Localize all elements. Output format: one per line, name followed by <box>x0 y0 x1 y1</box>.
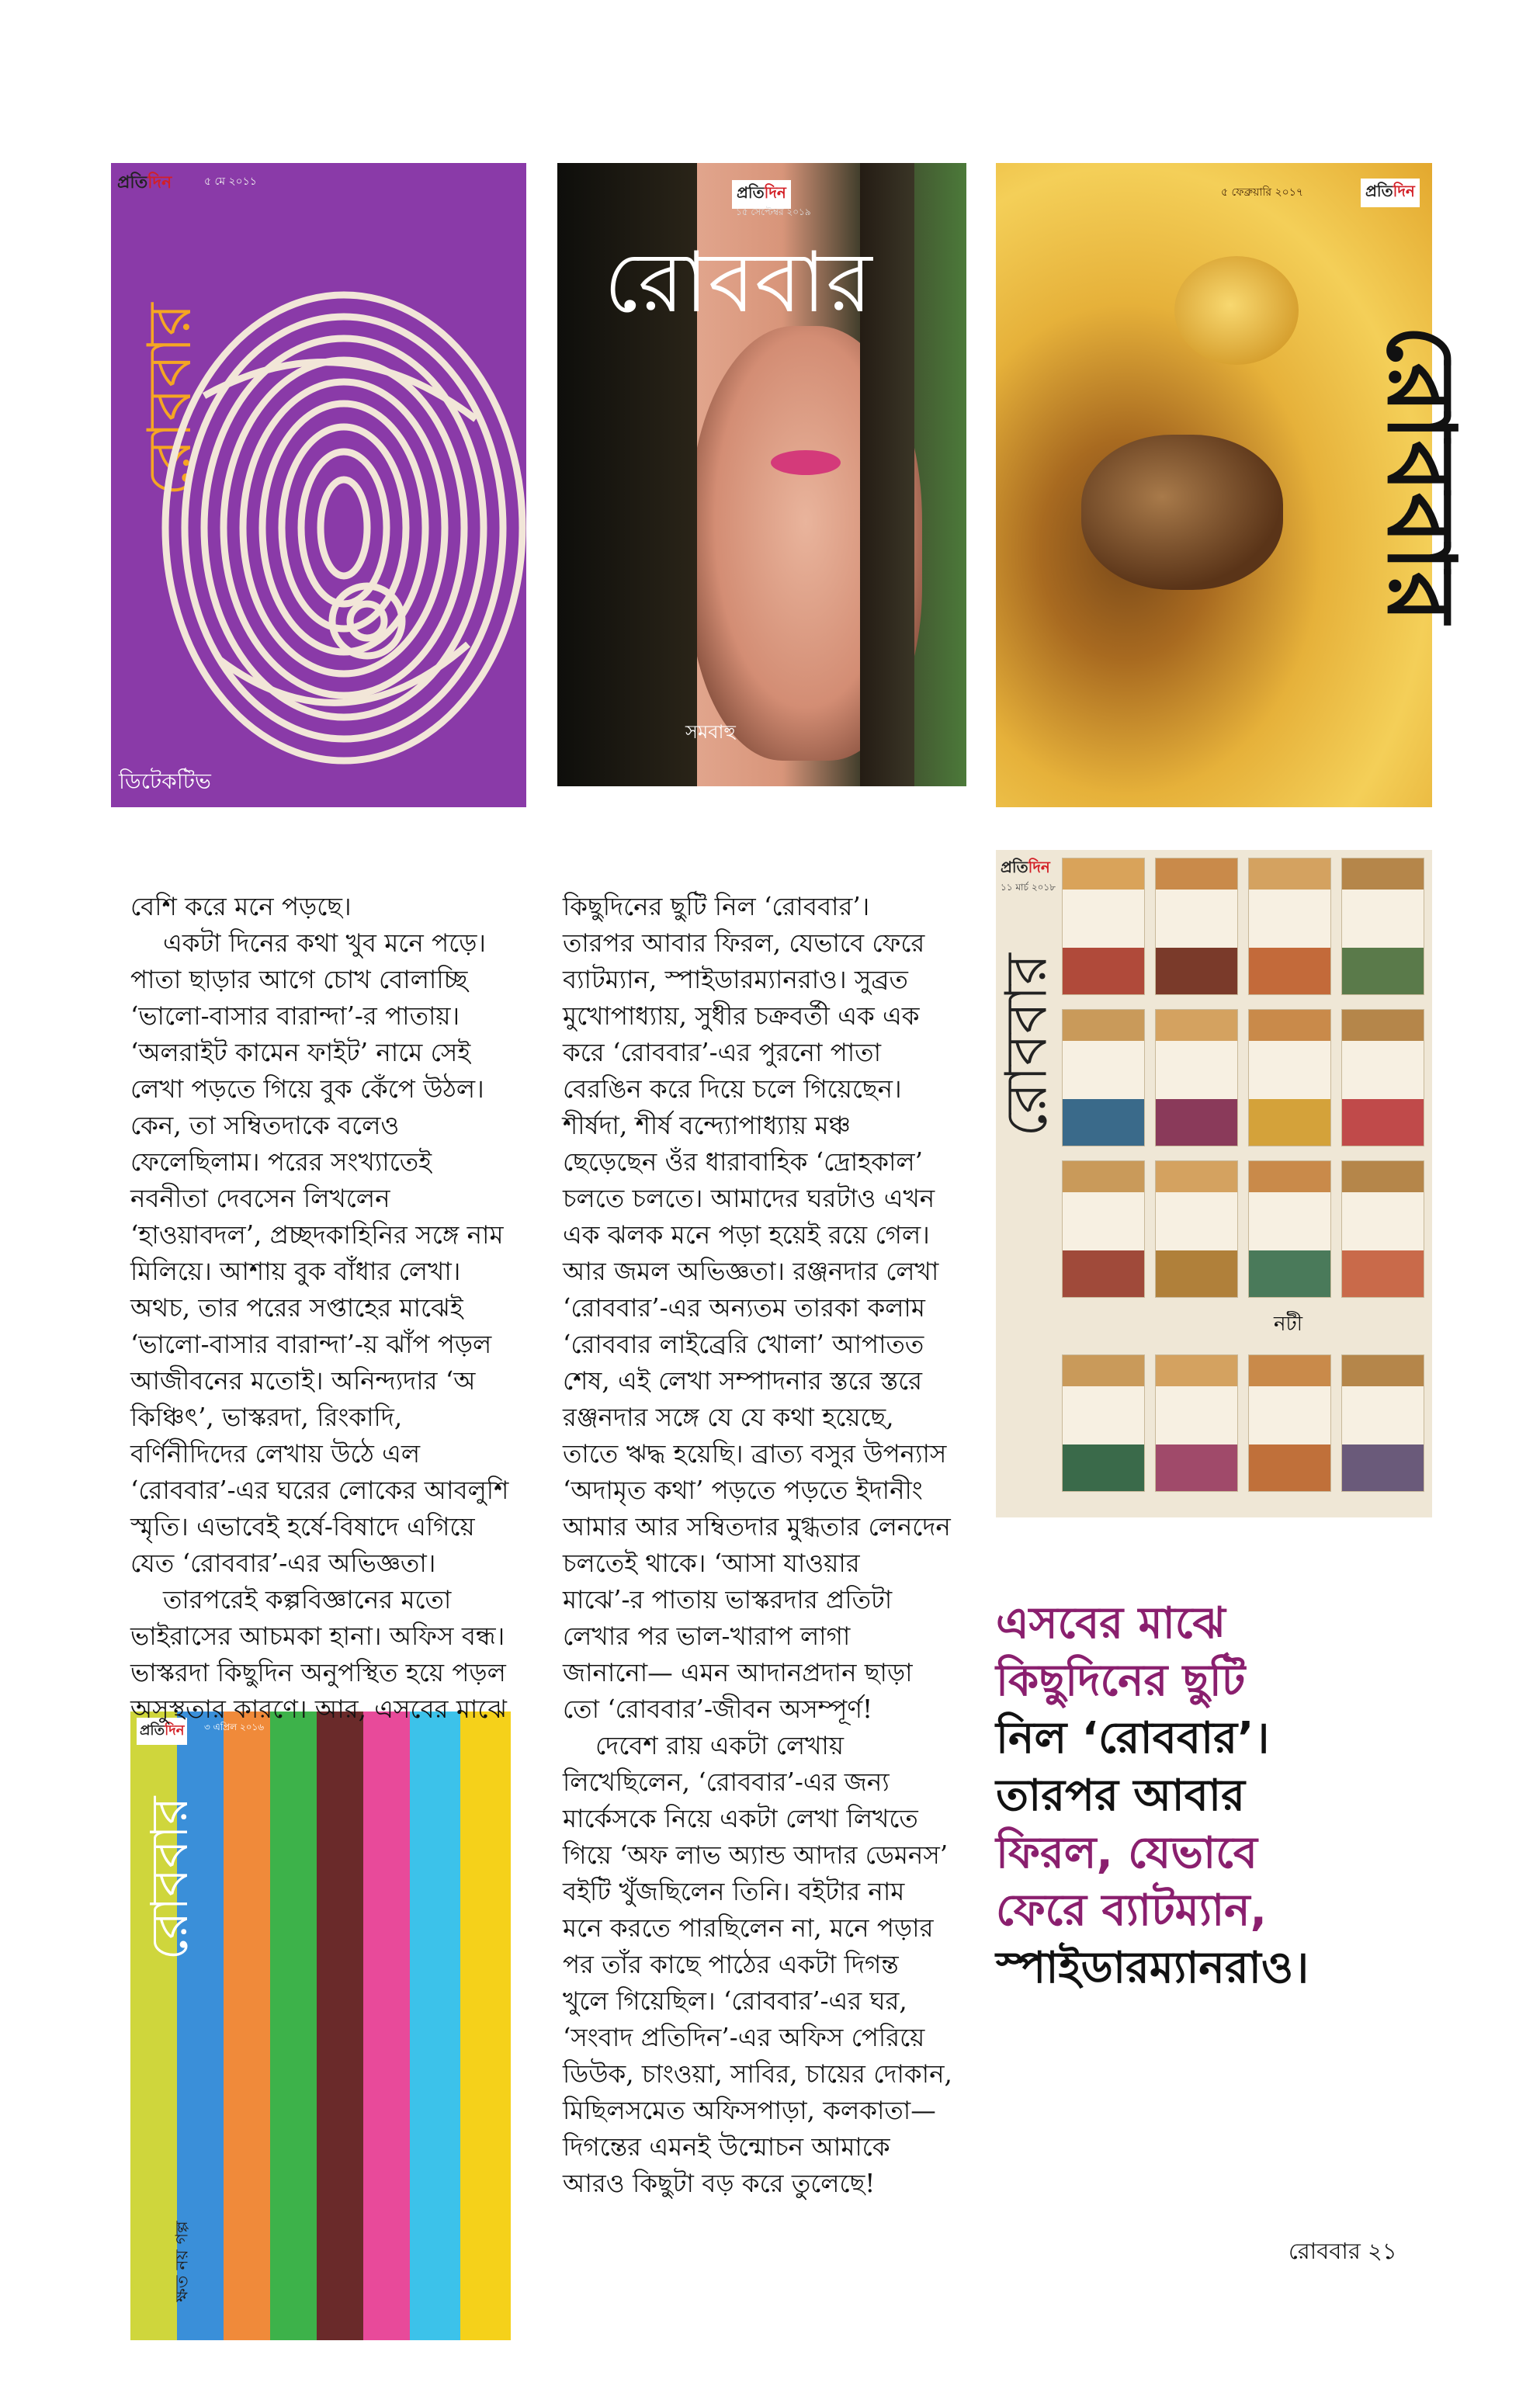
cover-stripes-caption: ক্ষত নয় গল্প <box>172 2221 192 2302</box>
cover-sombahu-masthead: রোববার <box>604 234 872 331</box>
cover-cards-date: ১১ মার্চ ২০১৮ <box>1001 882 1056 893</box>
meat-piece <box>1081 435 1283 590</box>
text-line: অথচ, তার পরের সপ্তাহের মাঝেই <box>130 1293 463 1323</box>
pull-quote-line: কিছুদিনের ছুটি <box>996 1656 1246 1706</box>
playing-card <box>1062 1354 1145 1492</box>
pull-quote-line: নিল ‘রোববার’। <box>996 1713 1270 1764</box>
stripe-5 <box>317 1712 363 2340</box>
text-line: কেন, তা সম্বিতদাকে বলেও <box>130 1111 400 1140</box>
text-line: দেবেশ রায় একটা লেখায় <box>595 1731 844 1760</box>
text-line: মার্কেসকে নিয়ে একটা লেখা লিখতে <box>563 1804 918 1833</box>
text-line: লিখেছিলেন, ‘রোববার’-এর জন্য <box>563 1767 890 1797</box>
text-line: মনে করতে পারছিলেন না, মনে পড়ার <box>563 1913 934 1943</box>
text-line: স্মৃতি। এভাবেই হর্ষে-বিষাদে এগিয়ে <box>130 1512 475 1542</box>
cover-food-brand: প্রতিদিন <box>1361 179 1420 207</box>
playing-card <box>1062 1009 1145 1146</box>
playing-card <box>1248 858 1331 995</box>
text-line: লেখা পড়তে গিয়ে বুক কেঁপে উঠল। <box>130 1074 484 1104</box>
cover-stripes-brand: প্রতিদিন <box>137 1718 187 1745</box>
playing-card <box>1341 1354 1424 1492</box>
text-line: ‘অদামৃত কথা’ পড়তে পড়তে ইদানীং <box>563 1476 923 1505</box>
cover-cards <box>993 850 1432 1517</box>
text-line: দিগন্তের এমনই উন্মোচন আমাকে <box>563 2132 890 2162</box>
cover-cards-brand: প্রতিদিন <box>1001 858 1050 876</box>
text-line: কিঞ্চিৎ’, ভাস্করদা, রিংকাদি, <box>130 1403 403 1432</box>
text-line: ভাইরাসের আচমকা হানা। অফিস বন্ধ। <box>130 1621 505 1651</box>
playing-card <box>1155 1354 1238 1492</box>
stripe-8 <box>460 1712 511 2340</box>
text-line: ‘হাওয়াবদল’, প্রচ্ছদকাহিনির সঙ্গে নাম <box>130 1220 504 1250</box>
text-line: তো ‘রোববার’-জীবন অসম্পূর্ণ! <box>563 1694 873 1724</box>
text-line: যেত ‘রোববার’-এর অভিজ্ঞতা। <box>130 1549 436 1578</box>
text-line: ‘সংবাদ প্রতিদিন’-এর অফিস পেরিয়ে <box>563 2023 925 2052</box>
stripe-7 <box>410 1712 460 2340</box>
text-line: করে ‘রোববার’-এর পুরনো পাতা <box>563 1038 881 1067</box>
article-column-2 <box>563 889 952 2202</box>
cover-sombahu-caption: সমবাহু <box>685 721 736 743</box>
text-line: ‘রোববার’-এর ঘরের লোকের আবলুশি <box>130 1476 509 1505</box>
cover-sombahu-brand: প্রতিদিন <box>732 180 791 209</box>
cover-detective-masthead: রোববার <box>135 303 205 497</box>
cover-sombahu-date: ১৫ সেপ্টেম্বর ২০১৯ <box>736 206 811 217</box>
fingerprint-image <box>111 163 526 807</box>
text-line: বর্ণিনীদিদের লেখায় উঠে এল <box>130 1439 421 1469</box>
text-line: ভাস্করদা কিছুদিন অনুপস্থিত হয়ে পড়ল <box>130 1658 506 1687</box>
cover-detective-date: ৫ মে ২০১১ <box>204 175 257 188</box>
text-line: রঞ্জনদার সঙ্গে যে যে কথা হয়েছে, <box>563 1403 894 1432</box>
text-line: বইটি খুঁজছিলেন তিনি। বইটার নাম <box>563 1877 905 1906</box>
text-line: শেষ, এই লেখা সম্পাদনার স্তরে স্তরে <box>563 1366 923 1396</box>
stripe-3 <box>224 1712 270 2340</box>
playing-card <box>1155 1009 1238 1146</box>
text-line: বেরঙিন করে দিয়ে চলে গিয়েছেন। <box>563 1074 902 1104</box>
text-line: ডিউক, চাংওয়া, সাবির, চায়ের দোকান, <box>563 2059 952 2089</box>
text-line: মিলিয়ে। আশায় বুক বাঁধার লেখা। <box>130 1257 461 1286</box>
playing-card <box>1248 1354 1331 1492</box>
playing-card <box>1062 1160 1145 1298</box>
text-line: ‘অলরাইট কামেন ফাইট’ নামে সেই <box>130 1038 471 1067</box>
cover-stripes-masthead: রোববার <box>140 1796 199 1961</box>
text-line: নবনীতা দেবসেন লিখলেন <box>130 1184 390 1213</box>
text-line: তাতে ঋদ্ধ হয়েছি। ব্রাত্য বসুর উপন্যাস <box>563 1439 947 1469</box>
playing-card <box>1062 858 1145 995</box>
pull-quote <box>996 1595 1309 1997</box>
cover-food-date: ৫ ফেব্রুয়ারি ২০১৭ <box>1221 186 1303 199</box>
text-line: ফেলেছিলাম। পরের সংখ্যাতেই <box>130 1147 432 1177</box>
card-grid <box>996 850 1432 1517</box>
text-line: বেশি করে মনে পড়ছে। <box>130 892 352 921</box>
cover-stripes <box>130 1712 511 2340</box>
egg-piece <box>1174 256 1299 365</box>
text-line: ‘ভালো-বাসার বারান্দা’-র পাতায়। <box>130 1001 460 1031</box>
text-line: তারপরেই কল্পবিজ্ঞানের মতো <box>163 1585 452 1614</box>
text-line: খুলে গিয়েছিল। ‘রোববার’-এর ঘর, <box>563 1986 907 2016</box>
text-line: ছেড়েছেন ওঁর ধারাবাহিক ‘দ্রোহকাল’ <box>563 1147 923 1177</box>
text-line: আর জমল অভিজ্ঞতা। রঞ্জনদার লেখা <box>563 1257 939 1286</box>
text-line: একটা দিনের কথা খুব মনে পড়ে। <box>163 928 487 958</box>
text-line: এক ঝলক মনে পড়া হয়েই রয়ে গেল। <box>563 1220 930 1250</box>
text-line: চলতেই থাকে। ‘আসা যাওয়ার <box>563 1549 860 1578</box>
page-footer: রোববার ২১ <box>1289 2238 1397 2264</box>
text-line: আমার আর সম্বিতদার মুগ্ধতার লেনদেন <box>563 1512 951 1542</box>
text-line: ‘রোববার’-এর অন্যতম তারকা কলাম <box>563 1293 925 1323</box>
playing-card <box>1155 858 1238 995</box>
playing-card <box>1341 1009 1424 1146</box>
text-line: ‘ভালো-বাসার বারান্দা’-য় ঝাঁপ পড়ল <box>130 1330 492 1359</box>
cover-stripes-date: ৩ এপ্রিল ২০১৬ <box>204 1722 265 1732</box>
cover-detective-brand: প্রতিদিন <box>117 173 172 192</box>
cover-cards-caption: নটী <box>1269 1308 1307 1342</box>
pull-quote-line: তারপর আবার <box>996 1770 1245 1821</box>
text-line: ব্যাটম্যান, স্পাইডারম্যানরাও। সুব্রত <box>563 965 908 994</box>
text-line: লেখার পর ভাল-খারাপ লাগা <box>563 1621 851 1651</box>
text-line: জানানো— এমন আদানপ্রদান ছাড়া <box>563 1658 913 1687</box>
text-line: কিছুদিনের ছুটি নিল ‘রোববার’। <box>563 892 870 921</box>
text-line: ‘রোববার লাইব্রেরি খোলা’ আপাতত <box>563 1330 924 1359</box>
cover-food <box>996 163 1475 807</box>
cover-detective <box>111 163 526 807</box>
text-line: চলতে চলতে। আমাদের ঘরটাও এখন <box>563 1184 935 1213</box>
cover-food-masthead: রোববার <box>1366 324 1475 623</box>
text-line: গিয়ে ‘অফ লাভ অ্যান্ড আদার ডেমনস’ <box>563 1840 949 1870</box>
playing-card <box>1248 1160 1331 1298</box>
stripe-4 <box>270 1712 317 2340</box>
playing-card <box>1248 1009 1331 1146</box>
eye-makeup <box>771 450 841 475</box>
text-line: পাতা ছাড়ার আগে চোখ বোলাচ্ছি <box>130 965 468 994</box>
stripe-6 <box>363 1712 410 2340</box>
text-line: আরও কিছুটা বড় করে তুলেছে! <box>563 2169 876 2198</box>
text-line: মুখোপাধ্যায়, সুধীর চক্রবর্তী এক এক <box>563 1001 920 1031</box>
article-column-1 <box>130 889 508 1728</box>
cover-cards-masthead: রোববার <box>993 953 1060 1137</box>
cover-sombahu <box>557 163 966 786</box>
playing-card <box>1341 1160 1424 1298</box>
pull-quote-line: স্পাইডারম্যানরাও। <box>996 1943 1309 1993</box>
text-line: পর তাঁর কাছে পাঠের একটা দিগন্ত <box>563 1950 899 1979</box>
text-line: মাঝে’-র পাতায় ভাস্করদার প্রতিটা <box>563 1585 893 1614</box>
pull-quote-line: ফেরে ব্যাটম্যান, <box>996 1885 1267 1936</box>
text-line: অসুস্থতার কারণে। আর, এসবের মাঝে <box>130 1694 507 1724</box>
playing-card <box>1341 858 1424 995</box>
text-line: তারপর আবার ফিরল, যেভাবে ফেরে <box>563 928 925 958</box>
pull-quote-line: ফিরল, যেভাবে <box>996 1828 1257 1878</box>
cover-detective-caption: ডিটেকটিভ <box>119 768 211 794</box>
text-line: শীর্ষদা, শীর্ষ বন্দ্যোপাধ্যায় মঞ্চ <box>563 1111 851 1140</box>
playing-card <box>1155 1160 1238 1298</box>
text-line: আজীবনের মতোই। অনিন্দ্যদার ‘অ <box>130 1366 476 1396</box>
pull-quote-line: এসবের মাঝে <box>996 1598 1226 1649</box>
text-line: মিছিলসমেত অফিসপাড়া, কলকাতা— <box>563 2096 936 2125</box>
